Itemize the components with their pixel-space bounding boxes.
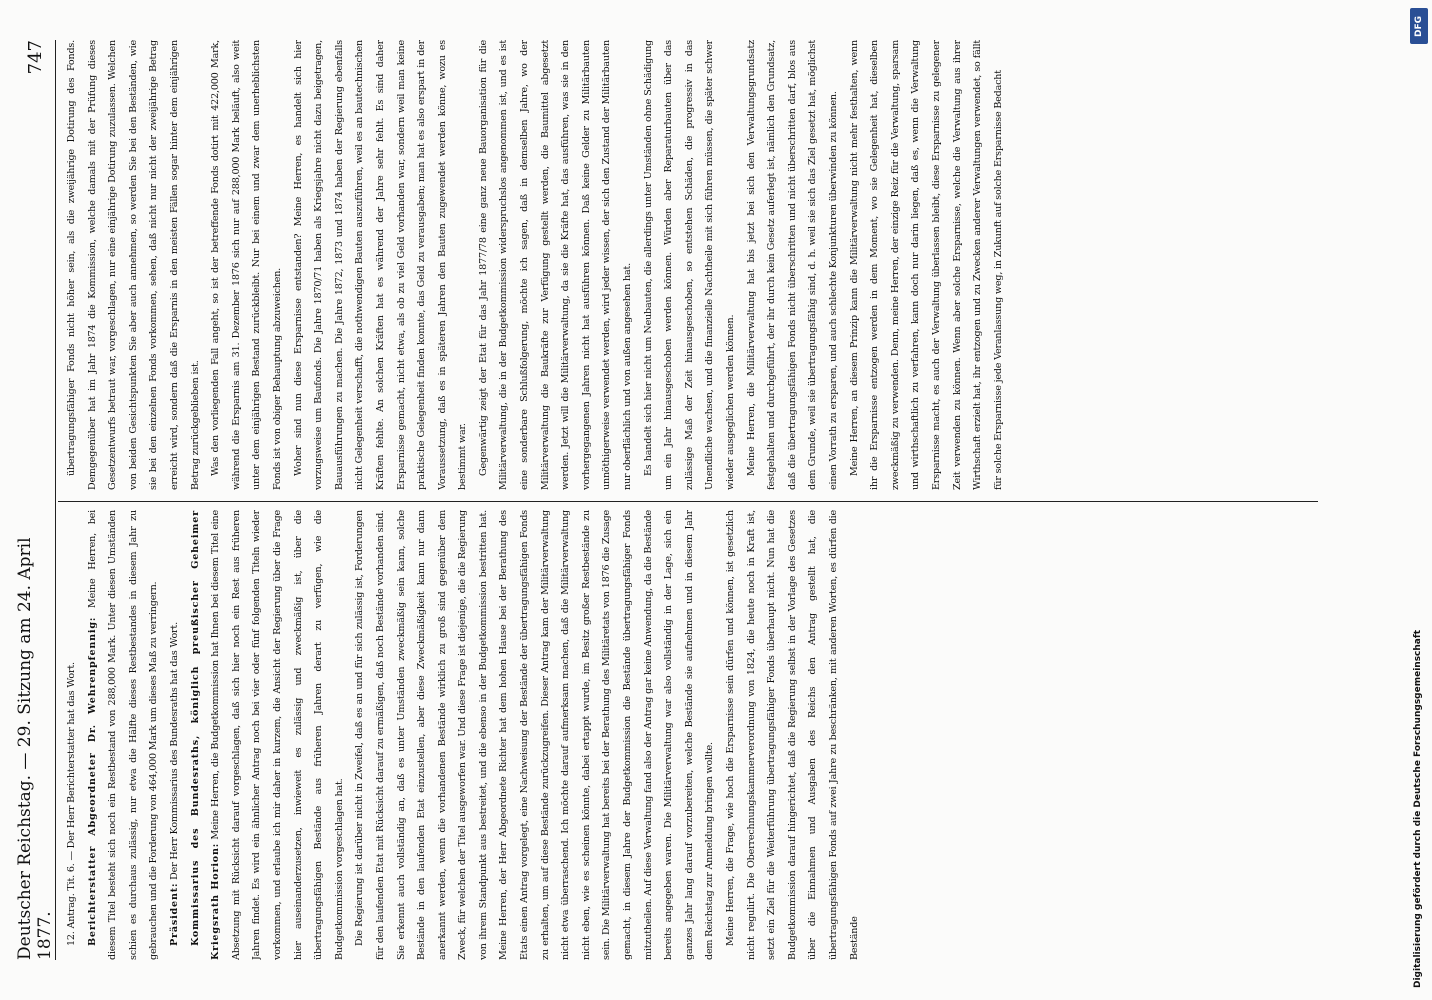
paragraph [350, 510, 721, 960]
left-column [62, 510, 1302, 960]
paragraph-text: Meine Herren, die Budgetkommission hat Ihnen bei diesem Titel eine Absetzung mit Rücksicht darauf vorgeschlagen, daß sich hier noch ein Rest aus früheren Jahren findet. Es wird ein ähnlicher Antrag noch bei vier oder fünf folgenden Titeln wieder vorkommen, und erlaube ich mir daher in kurzem, die Ansicht der Regierung über die Frage hier auseinanderzusetzen, inwieweit es zulässig und zweckmäßig ist, über die übertragungsfähigen Bestände aus früheren Jahren derart zu verfügen, wie die Budgetkommission vorgeschlagen hat. [210, 510, 345, 960]
running-head: Deutscher Reichstag. — 29. Sitzung am 24. April 1877. [15, 537, 55, 960]
speaker-name: Berichterstatter Abgeordneter Dr. Wehrenpfennig: [86, 616, 98, 946]
paragraph-text: Es handelt sich hier nicht um Neubauten, die allerdings unter Umständen ohne Schädigung um ein Jahr hinausgeschoben werden können. Würden aber Reparaturbauten über das zulässige Maß der Zeit hinausgeschoben, so entstehen Schäden, die progressiv in das Unendliche wachsen, und die finanzielle Nachtheile mit sich führen müssen, die später schwer wieder ausgeglichen werden können. [642, 40, 736, 490]
paragraph-text: Was den vorliegenden Fall angeht, so ist der betreffende Fonds dotirt mit 422,000 Mark, während die Ersparnis am 31. Dezember 1876 sich nur auf 288,000 Mark beläuft, also weit unter dem einjährigen Bestand zurückbleibt. Nur bei einem und zwar dem unerheblichsten Fonds ist von obiger Behauptung abzuweichen. [210, 40, 283, 490]
paragraph-text: übertragungsfähiger Fonds nicht höher sein, als die zweijährige Dotirung des Fonds. Demgegenüber hat im Jahr 1874 die Kommission, welche damals mit der Prüfung dieses Gesetzentwurfs betraut war, vorgeschlagen, nur eine einjährige Dotirung zuzulassen. Welchen von beiden Gesichtspunkten Sie aber auch annehmen, so werden Sie bei den Beständen, wie sie bei den einzelnen Fonds vorkommen, sehen, daß nicht nur nicht der zweijährige Betrag erreicht wird, sondern daß die Ersparnis in den meisten Fällen sogar hinter dem einjährigen Betrag zurückgeblieben ist. [66, 40, 201, 490]
paragraph [165, 510, 186, 960]
paragraph [62, 40, 206, 490]
paragraph-text: Meine Herren, an diesem Prinzip kann die Militärverwaltung nicht mehr festhalten, wenn ihr die Ersparnisse entzogen werden in dem Moment, wo sie Gelegenheit hat, dieselben zweckmäßig zu verwenden. Denn, meine Herren, der einzige Reiz für die Verwaltung, sparsam und wirthschaftlich zu verfahren, kann doch nur darin liegen, daß es, wenn die Verwaltung Ersparnisse macht, es auch der Verwaltung überlassen bleibt, diese Ersparnisse zu gelegener Zeit verwenden zu können. Wenn aber solche Ersparnisse, welche die Verwaltung aus ihrer Wirthschaft erzielt hat, ihr entzogen und zu Zwecken anderer Verwaltungen verwendet, so fällt für solche Ersparnisse jede Veranlassung weg, in Zukunft auf solche Ersparnisse Bedacht [848, 40, 1004, 490]
paragraph [721, 510, 865, 960]
paragraph [62, 510, 83, 960]
paragraph [186, 510, 351, 960]
speaker-name: Präsident: [168, 882, 180, 946]
digitization-note [1412, 8, 1424, 988]
paragraph [639, 40, 742, 490]
paragraph-text: Meine Herren, bei diesem Titel besteht sich noch ein Restbestand von 288,000 Mark. Unter diesen Umständen schien es durchaus zulässig, nur etwa die Hälfte dieses Restbestandes in diesem Jahr zu gebrauchen und die Forderung von 464,000 Mark um dieses Maß zu verringern. [86, 510, 160, 960]
page-number: 747 [24, 40, 46, 75]
paragraph [206, 40, 288, 490]
paragraph [83, 510, 165, 960]
paragraph-text: 12. Antrag. Tit. 6. — Der Herr Berichterstatter hat das Wort. [66, 662, 77, 946]
paragraph [289, 40, 474, 490]
paragraph-text: Woher sind nun diese Ersparnisse entstanden? Meine Herren, es handelt sich hier vorzugsweise um Baufonds. Die Jahre 1870/71 haben als Kriegsjahre nicht dazu beigetragen, Bauausführungen zu machen. Die Jahre 1872, 1873 und 1874 haben der Regierung ebenfalls nicht Gelegenheit verschafft, die nothwendigen Bauten auszuführen, weil es an bautechnischen Kräften fehlte. An solchen Kräften hat es während der Jahre sehr fehlt. Es sind daher Ersparnisse gemacht, nicht etwa, als ob zu viel Geld vorhanden war, sondern weil man keine praktische Gelegenheit finden konnte, das Geld zu verausgaben; man hat es also erspart in der Voraussetzung, daß es in späteren Jahren den Bauten zugewendet werden könne, wozu es bestimmt war. [292, 40, 469, 490]
paragraph [474, 40, 639, 490]
right-column [62, 40, 1302, 490]
paragraph-text: Die Regierung ist darüber nicht in Zweifel, daß es an und für sich zulässig ist, Forderungen für den laufenden Etat mit Rücksicht darauf zu ermäßigen, daß noch Bestände vorhanden sind. Sie erkennt auch vollständig an, daß es unter Umständen zweckmäßig sein kann, solche Bestände in den laufenden Etat einzustellen, aber diese Zweckmäßigkeit kann nur dann anerkannt werden, wenn die vorhandenen Bestände wirklich zu groß sind gegenüber dem Zweck, für welchen der Titel ausgeworfen war. Und diese Frage ist diejenige, die die Regierung von ihrem Standpunkt aus bestreitet, und die ebenso in der Budgetkommission bestritten hat. Meine Herren, der Herr Abgeordnete Richter hat dem hohen Hause bei der Berathung des Etats einen Antrag vorgelegt, eine Nachweisung der Bestände der übertragungsfähigen Fonds zu erhalten, um auf diese Bestände zurückzugreifen. Dieser Antrag kam der Militärverwaltung nicht etwa überraschend. Ich möchte darauf aufmerksam machen, daß die Militärverwaltung nicht eben, wie es scheinen könnte, dabei ertappt wurde, im Besitz großer Restbestände zu sein. Die Militärverwaltung hat bereits bei der Berathung des Militäretats von 1876 die Zusage gemacht, in diesem Jahre der Budgetkommission die Bestände übertragungsfähiger Fonds mitzutheilen. Auf diese Verwaltung fand also der Antrag gar keine Anwendung, da die Bestände bereits angegeben waren. Die Militärverwaltung war also vollständig in der Lage, sich ein ganzes Jahr lang darauf vorzubereiten, welche Bestände sie aufnehmen und in diesem Jahr dem Reichstag zur Anmeldung bringen wollte. [354, 510, 716, 960]
paragraph-text: Meine Herren, die Militärverwaltung hat bis jetzt bei sich den Verwaltungsgrundsatz festgehalten und durchgeführt, der ihr durch kein Gesetz auferlegt ist, nämlich den Grundsatz, daß die übertragungsfähigen Fonds nicht überschritten und nicht überschritten darf, blos aus dem Grunde, weil sie übertragungsfähig sind, d. h. weil sie sich das Ziel gesetzt hat, möglichst einen Vorrath zu ersparen, und auch schlechte Konjunkturen überwinden zu können. [745, 40, 839, 490]
paragraph [845, 40, 1010, 490]
paragraph [742, 40, 845, 490]
digitization-note-text: Digitalisierung gefördert durch die Deutsche Forschungsgemeinschaft [1413, 629, 1423, 988]
column-divider [58, 501, 1318, 502]
page-header [15, 40, 55, 960]
paragraph-text: Meine Herren, die Frage, wie hoch die Ersparnisse sein dürfen und können, ist gesetzlich nicht regulirt. Die Oberrechnungskammerverordnung von 1824, die heute noch in Kraft ist, setzt ein Ziel für die Weiterführung übertragungsfähiger Fonds überhaupt nicht. Nun hat die Budgetkommission darauf hingerichtet, daß die Regierung selbst in der Vorlage des Gesetzes über die Einnahmen und Ausgaben des Reichs den Antrag gestellt hat, die übertragungsfähigen Fonds auf zwei Jahre zu beschränken, mit anderen Worten, es dürfen die Bestände [725, 510, 860, 960]
speaker-name: Kommissarius des Bundesraths, königlich preußischer Geheimer Kriegsrath Horion: [189, 510, 222, 960]
header-rule [55, 40, 56, 960]
paragraph-text: Gegenwärtig zeigt der Etat für das Jahr 1877/78 eine ganz neue Bauorganisation für die Militärverwaltung, die in der Budgetkommission widerspruchslos angenommen ist, und es ist eine sonderbare Schlußfolgerung, möchte ich sagen, daß in demselben Jahre, wo der Militärverwaltung die Baukräfte zur Verfügung gestellt werden, die Baumittel abgesetzt werden. Jetzt will die Militärverwaltung, da sie die Kräfte hat, das ausführen, was sie in den vorhergegangenen Jahren nicht hat ausführen können. Daß keine Gelder zu Militärbauten unnöthigerweise verwendet werden, wird jeder wissen, der sich den Zustand der Militärbauten nur oberflächlich und von außen angesehen hat. [477, 40, 634, 490]
paragraph-text: Der Herr Kommissarius des Bundesraths hat das Wort. [168, 622, 180, 880]
dfg-logo: DFG [1410, 8, 1428, 44]
